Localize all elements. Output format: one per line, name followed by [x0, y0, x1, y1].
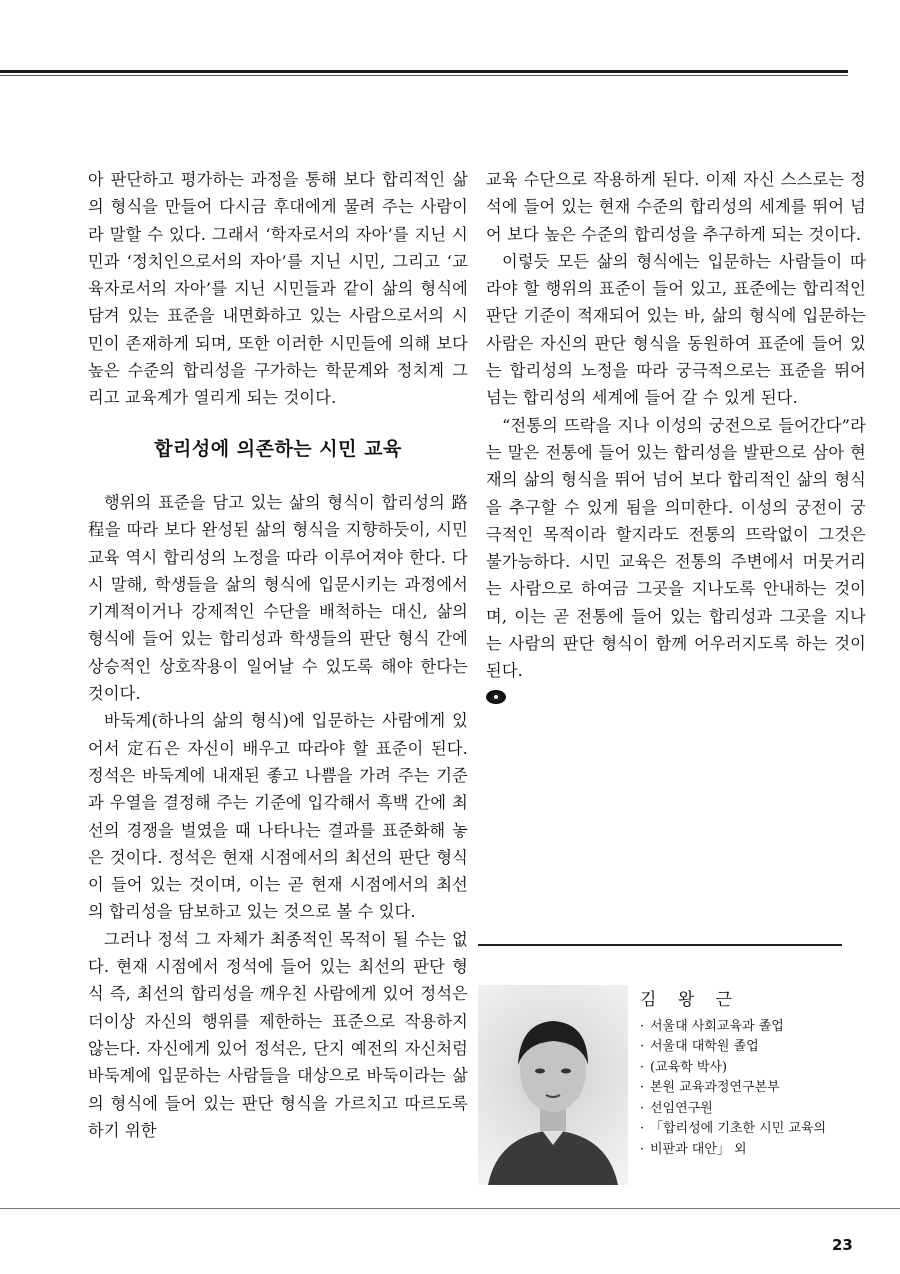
author-photo [478, 985, 628, 1185]
left-paragraph-3: 바둑계(하나의 삶의 형식)에 입문하는 사람에게 있어서 定石은 자신이 배우고 따라야 할 표준이 된다. 정석은 바둑계에 내재된 좋고 나쁨을 가려 주는 기준과 우열을 결정해 주는 기준에 입각해서 흑백 간에 최선의 경쟁을 벌였을 때 나타나는 결과를 표준화해 놓은 것이다. 정석은 현재 시점에서의 최선의 판단 형식이 들어 있는 것이며, 이는 곧 현재 시점에서의 최선의 합리성을 담보하고 있는 것으로 볼 수 있다. [88, 711, 468, 922]
author-name: 김 왕 근 [640, 990, 741, 1010]
right-paragraph-2: 이렇듯 모든 삶의 형식에는 입문하는 사람들이 따라야 할 행위의 표준이 들어 있고, 표준에는 합리적인 판단 기준이 적재되어 있는 바, 삶의 형식에 입문하는 사람은 자신의 판단 형식을 동원하여 표준에 들어 있는 합리성의 노정을 따라 궁극적으로는 표준을 뛰어 넘는 합리성의 세계에 들어 갈 수 있게 된다. [486, 251, 866, 408]
bio-line: · 본원 교육과정연구본부 [640, 1078, 845, 1099]
top-rule [0, 70, 848, 73]
left-paragraph-4: 그러나 정석 그 자체가 최종적인 목적이 될 수는 없다. 현재 시점에서 정석에 들어 있는 최선의 판단 형식 즉, 최선의 합리성을 깨우친 사람에게 있어 정석은 더이상 자신의 행위를 제한하는 표준으로 작용하지 않는다. 자신에게 있어 정석은, 단지 예전의 자신처럼 바둑계에 입문하는 사람들을 대상으로 바둑이라는 삶의 형식에 들어 있는 판단 형식을 가르치고 따르도록 하기 위한 [88, 929, 468, 1140]
left-column [88, 166, 468, 1144]
article-end-icon [486, 690, 506, 704]
bio-rule [478, 944, 842, 946]
bio-line: · 서울대 사회교육과 졸업 [640, 1017, 845, 1038]
right-column [486, 166, 866, 712]
bottom-rule [0, 1208, 900, 1209]
page-number: 23 [832, 1236, 853, 1254]
bio-line: · 서울대 대학원 졸업 [640, 1037, 845, 1058]
left-paragraph-1: 아 판단하고 평가하는 과정을 통해 보다 합리적인 삶의 형식을 만들어 다시금 후대에게 물려 주는 사람이라 말할 수 있다. 그래서 ‘학자로서의 자아’를 지닌 시민과 ‘정치인으로서의 자아’를 지닌 시민, 그리고 ‘교육자로서의 자아’를 지닌 시민들과 같이 삶의 형식에 담겨 있는 표준을 내면화하고 있는 사람으로서의 시민이 존재하게 되며, 또한 이러한 시민들에 의해 보다 높은 수준의 합리성을 구가하는 학문계와 정치계 그리고 교육계가 열리게 되는 것이다. [88, 170, 468, 408]
right-paragraph-1: 교육 수단으로 작용하게 된다. 이제 자신 스스로는 정석에 들어 있는 현재 수준의 합리성의 세계를 뛰어 넘어 보다 높은 수준의 합리성을 추구하게 되는 것이다. [486, 170, 866, 244]
right-paragraph-3: “전통의 뜨락을 지나 이성의 궁전으로 들어간다”라는 말은 전통에 들어 있는 합리성을 발판으로 삼아 현재의 삶의 형식을 뛰어 넘어 보다 합리적인 삶의 형식을 추구할 수 있게 됨을 의미한다. 이성의 궁전이 궁극적인 목적이라 할지라도 전통의 뜨락없이 그것은 불가능하다. 시민 교육은 전통의 주변에서 머뭇거리는 사람으로 하여금 그곳을 지나도록 안내하는 것이며, 이는 곧 전통에 들어 있는 합리성과 그곳을 지나는 사람의 판단 형식이 함께 어우러지도록 하는 것이 된다. [486, 415, 866, 681]
author-portrait-icon [478, 985, 628, 1185]
bio-line: · (교육학 박사) [640, 1058, 845, 1079]
bio-line: · 비판과 대안」 외 [640, 1140, 845, 1161]
bio-line: · 선임연구원 [640, 1099, 845, 1120]
author-bio [640, 990, 845, 1160]
bio-line: · 「합리성에 기초한 시민 교육의 [640, 1119, 845, 1140]
top-rule-thin [0, 75, 848, 76]
left-paragraph-2: 행위의 표준을 담고 있는 삶의 형식이 합리성의 路程을 따라 보다 완성된 삶의 형식을 지향하듯이, 시민 교육 역시 합리성의 노정을 따라 이루어져야 한다. 다시 말해, 학생들을 삶의 형식에 입문시키는 과정에서 기계적이거나 강제적인 수단을 배척하는 대신, 삶의 형식에 들어 있는 합리성과 학생들의 판단 형식 간에 상승적인 상호작용이 일어날 수 있도록 해야 한다는 것이다. [88, 492, 468, 704]
bio-list [640, 1017, 845, 1161]
section-heading: 합리성에 의존하는 시민 교육 [154, 437, 402, 460]
